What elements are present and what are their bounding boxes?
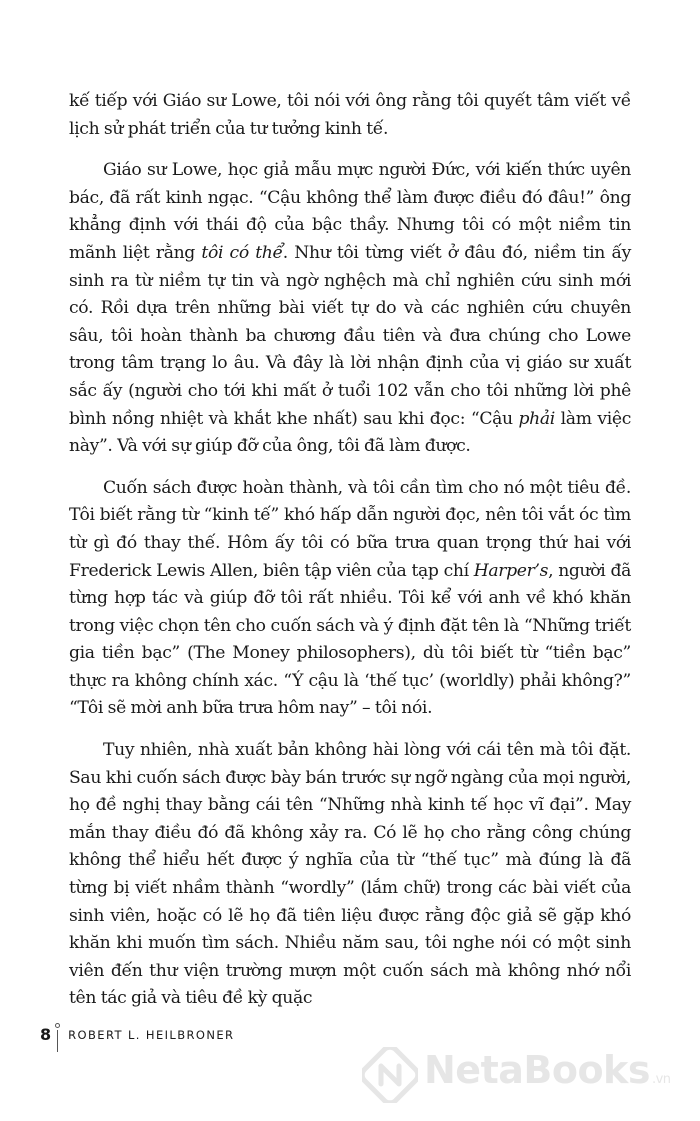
running-footer-author: ROBERT L. HEILBRONER <box>68 1028 235 1042</box>
italic-text: Harper’s <box>473 560 549 581</box>
italic-text: tôi có thể <box>201 242 283 263</box>
page-footer <box>40 1024 234 1052</box>
text-run: . Như tôi từng viết ở đâu đó, niềm tin ấy sinh ra từ niềm tự tin và ngờ nghệch mà chỉ nghiên cứu sinh mới có. Rồi dựa trên những bài viết tự do và các nghiên cứu chuyên sâu, tôi hoàn thành ba chương đầu tiên và đưa chúng cho Lowe trong tâm trạng lo âu. Và đây là lời nhận định của vị giáo sư xuất sắc ấy (người cho tới khi mất ở tuổi 102 vẫn cho tôi những lời phê bình nồng nhiệt và khắt khe nhất) sau khi đọc: “Cậu <box>69 242 631 429</box>
watermark <box>362 1040 692 1110</box>
text-run: Giáo sư Lowe, học giả mẫu mực người Đức, với kiến thức uyên bác, đã rất kinh ngạc. “Cậu không thể làm được điều đó đâu!” ông khẳng định với thái độ của bậc thầy. Nhưng tôi có một niềm tin mãnh liệt rằng <box>69 160 631 263</box>
paragraph <box>69 737 631 1013</box>
watermark-brand-name: NetaBooks <box>424 1048 650 1092</box>
text-run: Tuy nhiên, nhà xuất bản không hài lòng với cái tên mà tôi đặt. Sau khi cuốn sách được bày bán trước sự ngỡ ngàng của mọi người, họ đề nghị thay bằng cái tên “Những nhà kinh tế học vĩ đại”. May mắn thay điều đó đã không xảy ra. Có lẽ họ cho rằng công chúng không thể hiểu hết được ý nghĩa của từ “thế tục” mà đúng là đã từng bị viết nhầm thành “wordly” (lắm chữ) trong các bài viết của sinh viên, hoặc có lẽ họ đã tiên liệu được rằng độc giả sẽ gặp khó khăn khi muốn tìm sách. Nhiều năm sau, tôi nghe nói có một sinh viên đến thư viện trường mượn một cuốn sách mà không nhớ nổi tên tác giả và tiêu đề kỳ quặc <box>69 740 631 1009</box>
page-body <box>69 88 631 1027</box>
paragraph <box>69 88 631 143</box>
footer-divider <box>57 1030 58 1052</box>
text-run: làm việc này”. Và với sự giúp đỡ của ông, tôi đã làm được. <box>69 408 631 457</box>
paragraph <box>69 475 631 723</box>
watermark-brand <box>424 1042 671 1108</box>
text-run: , người đã từng hợp tác và giúp đỡ tôi rất nhiều. Tôi kể với anh về khó khăn trong việc chọn tên cho cuốn sách và ý định đặt tên là “Những triết gia tiền bạc” (The Money philosophers), dù tôi biết từ “tiền bạc” thực ra không chính xác. “Ý cậu là ‘thế tục’ (worldly) phải không?” “Tôi sẽ mời anh bữa trưa hôm nay” – tôi nói. <box>69 560 631 719</box>
paragraph <box>69 157 631 461</box>
netabooks-logo-icon <box>362 1047 418 1103</box>
page-number: 8 <box>40 1025 52 1044</box>
text-run: Cuốn sách được hoàn thành, và tôi cần tìm cho nó một tiêu đề. Tôi biết rằng từ “kinh tế” khó hấp dẫn người đọc, nên tôi vắt óc tìm từ gì đó thay thế. Hôm ấy tôi có bữa trưa quan trọng thứ hai với Frederick Lewis Allen, biên tập viên của tạp chí <box>69 477 631 581</box>
watermark-domain-suffix: .vn <box>651 1072 671 1087</box>
italic-text: phải <box>518 408 555 429</box>
text-run: kế tiếp với Giáo sư Lowe, tôi nói với ông rằng tôi quyết tâm viết về lịch sử phát triển của tư tưởng kinh tế. <box>69 91 631 139</box>
